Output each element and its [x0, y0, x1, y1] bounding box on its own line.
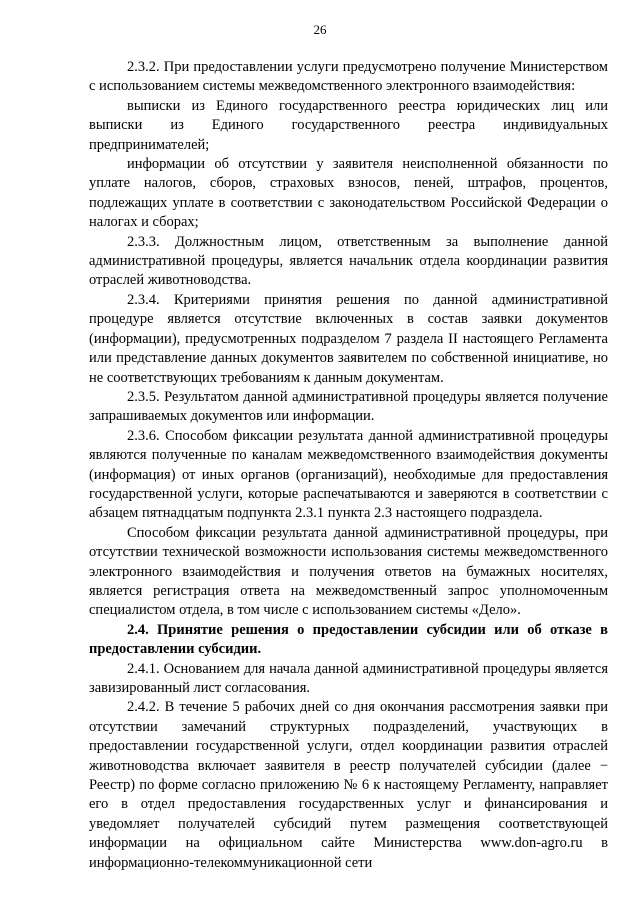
paragraph-2-3-6: 2.3.6. Способом фиксации результата данной административной процедуры являются полученные по каналам межведомственного взаимодействия документы (информация) от иных органов (организаций), необходимые для предоставления государственной услуги, которые распечатываются и заверяются в соответствии с абзацем пятнадцатым подпункта 2.3.1 пункта 2.3 настоящего подраздела.	[89, 427, 608, 522]
document-body	[89, 58, 608, 873]
paragraph-2-4-1: 2.4.1. Основанием для начала данной административной процедуры является завизированный лист согласования.	[89, 660, 608, 696]
paragraph-tax-debt-info: информации об отсутствии у заявителя неисполненной обязанности по уплате налогов, сборов, страховых взносов, пеней, штрафов, процентов, подлежащих уплате в соответствии с законодательством Российской Федерации о налогах и сборах;	[89, 156, 608, 231]
paragraph-2-3-4: 2.3.4. Критериями принятия решения по данной административной процедуре является отсутствие включенных в состав заявки документов (информации), предусмотренных подразделом 7 раздела II настоящего Регламента или представление данных документов заявителем по собственной инициативе, но не соответствующих требованиям к данным документам.	[89, 291, 608, 386]
section-heading-2-4: 2.4. Принятие решения о предоставлении субсидии или об отказе в предоставлении субсидии.	[89, 621, 608, 658]
page-number: 26	[313, 22, 327, 37]
paragraph-2-3-2: 2.3.2. При предоставлении услуги предусмотрено получение Министерством с использованием системы межведомственного электронного взаимодействия:	[89, 59, 608, 95]
paragraph-2-4-2: 2.4.2. В течение 5 рабочих дней со дня окончания рассмотрения заявки при отсутствии замечаний структурных подразделений, участвующих в предоставлении государственной услуги, отдел координации развития отраслей животноводства включает заявителя в реестр получателей субсидии (далее − Реестр) по форме согласно приложению № 6 к настоящему Регламенту, направляет его в отдел предоставления государственных услуг и финансирования и уведомляет получателей субсидий путем размещения соответствующей информации на официальном сайте Министерства www.don-agro.ru в информационно-телекоммуникационной сети	[89, 699, 608, 871]
paragraph-egrul-extract: выписки из Единого государственного реестра юридических лиц или выписки из Единого государственного реестра индивидуальных предпринимателей;	[89, 97, 608, 153]
paragraph-fixation-method: Способом фиксации результата данной административной процедуры, при отсутствии технической возможности использования системы межведомственного электронного взаимодействия и получения ответов на бумажных носителях, является регистрация ответа на межведомственный запрос уполномоченным специалистом отдела, в том числе с использованием системы «Дело».	[89, 524, 608, 619]
paragraph-2-3-5: 2.3.5. Результатом данной административной процедуры является получение запрашиваемых документов или информации.	[89, 388, 608, 425]
paragraph-2-3-3: 2.3.3. Должностным лицом, ответственным за выполнение данной административной процедуры, является начальник отдела координации развития отраслей животноводства.	[89, 233, 608, 289]
